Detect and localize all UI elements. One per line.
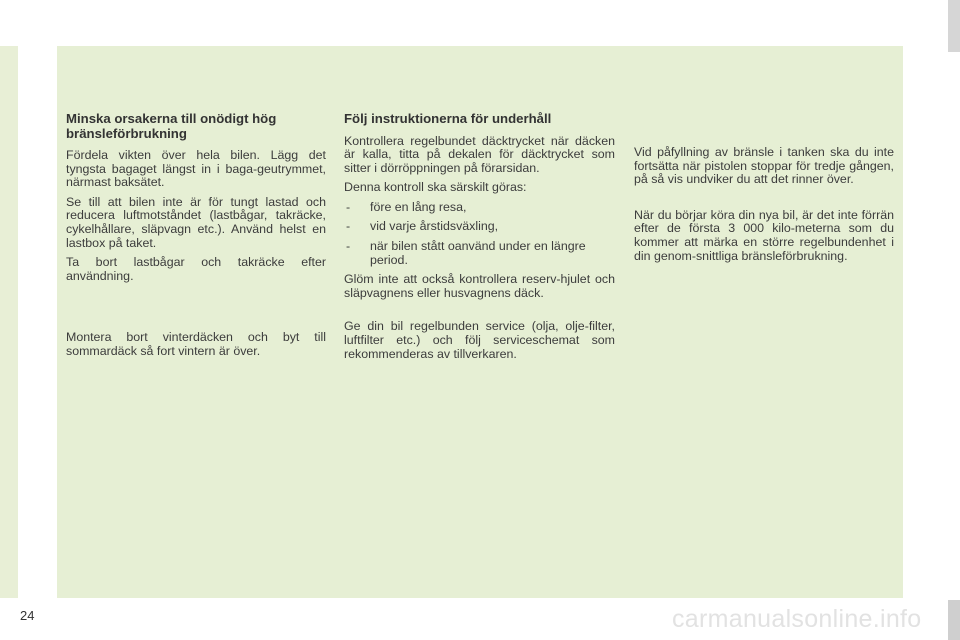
paragraph-winter-tyres: Montera bort vinterdäcken och byt till sommardäck så fort vintern är över.: [66, 330, 326, 358]
heading-follow-maintenance: Följ instruktionerna för underhåll: [344, 111, 552, 126]
left-margin-stripe: [0, 46, 18, 598]
column-fuel-consumption: [66, 112, 326, 365]
list-item: - före en lång resa,: [344, 201, 615, 215]
list-item: - när bilen stått oanvänd under en längre period.: [344, 240, 615, 267]
paragraph-weight-distribution: Fördela vikten över hela bilen. Lägg det tyngsta bagaget längst in i baga-geutrymmet, närmast baksätet.: [66, 148, 326, 190]
paragraph-refuelling: Vid påfyllning av bränsle i tanken ska du inte fortsätta när pistolen stoppar för tredje gången, på så vis undviker du att det rinner över.: [634, 145, 894, 187]
paragraph-spare-wheel: Glöm inte att också kontrollera reserv-hjulet och släpvagnens eller husvagnens däck.: [344, 272, 615, 300]
paragraph-check-when: Denna kontroll ska särskilt göras:: [344, 180, 527, 195]
watermark-text: carmanualsonline.info: [672, 605, 922, 633]
check-occasions-list: [344, 201, 615, 267]
paragraph-remove-roof-bars: Ta bort lastbågar och takräcke efter användning.: [66, 255, 326, 283]
chapter-tab-marker-bottom: [948, 600, 960, 640]
list-item: - vid varje årstidsväxling,: [344, 220, 615, 234]
column-refuelling: [634, 146, 894, 269]
paragraph-load-and-drag: Se till att bilen inte är för tungt lastad och reducera luftmotståndet (lastbågar, takräcke, cykelhållare, släpvagn etc.). Använd helst en lastbox på taket.: [66, 194, 326, 250]
paragraph-running-in: När du börjar köra din nya bil, är det inte förrän efter de första 3 000 kilo-meterna som du kommer att märka en större regelbundenhet i din genom-snittliga bränsleförbrukning.: [634, 207, 894, 263]
column-maintenance: [344, 112, 615, 367]
paragraph-regular-service: Ge din bil regelbunden service (olja, olje-filter, luftfilter etc.) och följ serviceschemat som rekommenderas av tillverkaren.: [344, 319, 615, 361]
heading-reduce-consumption: Minska orsakerna till onödigt hög bränsleförbrukning: [66, 111, 277, 141]
chapter-tab-marker: [948, 0, 960, 52]
paragraph-tyre-pressure: Kontrollera regelbundet däcktrycket när däcken är kalla, titta på dekalen för däcktrycket som sitter i dörröppningen på förarsidan.: [344, 133, 615, 175]
page-number: 24: [20, 608, 35, 623]
